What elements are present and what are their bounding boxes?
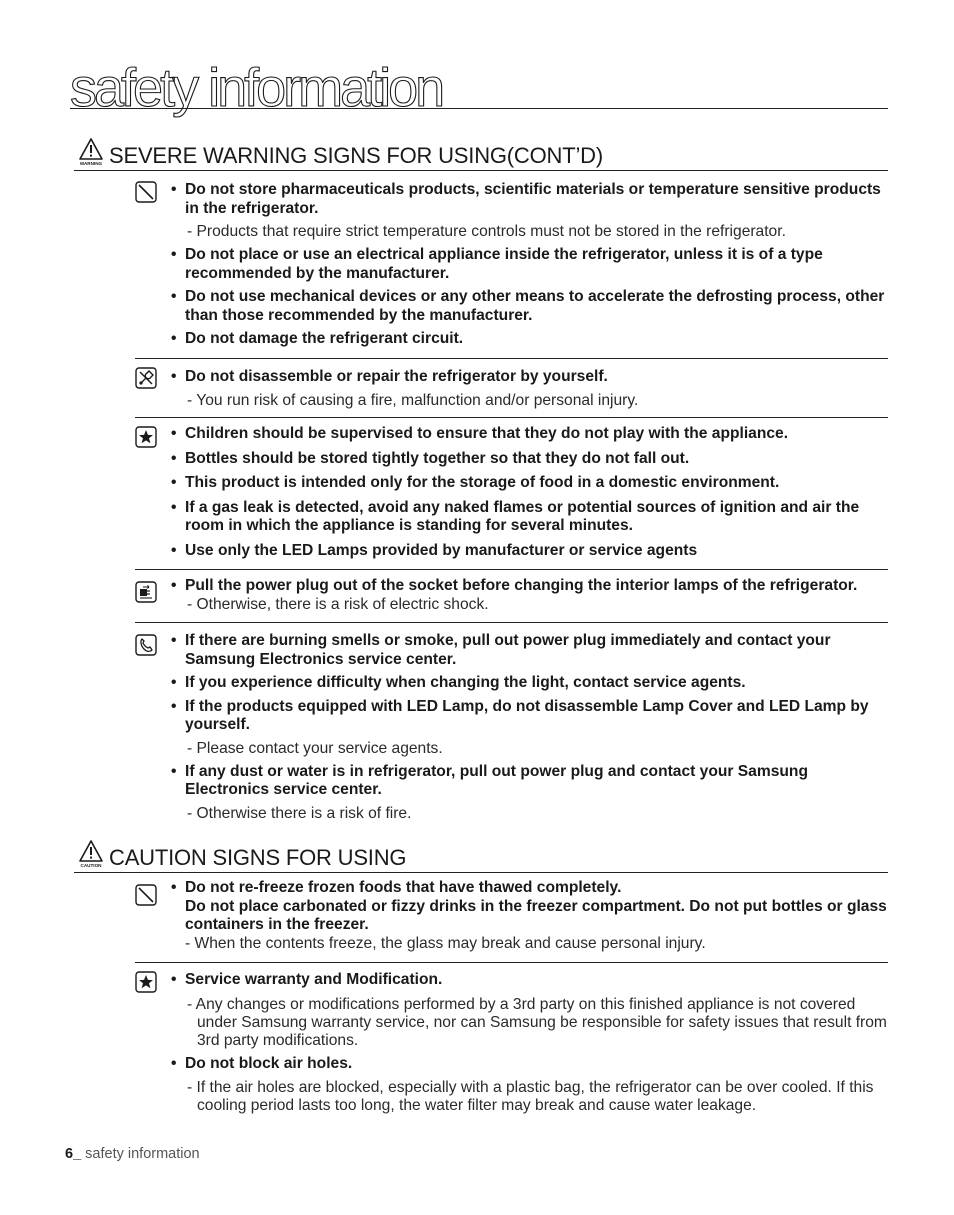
star-note-icon: [135, 426, 157, 448]
list-item: • Do not block air holes.: [171, 1055, 888, 1074]
list-item: • If any dust or water is in refrigerator, pull out power plug and contact your Samsung Electronics service center.: [171, 763, 888, 800]
list-item: • If you experience difficulty when changing the light, contact service agents.: [171, 674, 888, 693]
list-item-note: - When the contents freeze, the glass may break and cause personal injury.: [185, 934, 706, 952]
warning-section-heading: SEVERE WARNING SIGNS FOR USING(CONT’D): [109, 143, 603, 168]
caution-icon-label: CAUTION: [80, 863, 102, 868]
page-title: safety information: [70, 58, 443, 118]
list-item: • Use only the LED Lamps provided by manufacturer or service agents: [171, 542, 888, 561]
warning-icon-label: WARNING: [79, 161, 103, 166]
list-item-note: - You run risk of causing a fire, malfunction and/or personal injury.: [187, 391, 639, 409]
list-item: • If the products equipped with LED Lamp, do not disassemble Lamp Cover and LED Lamp by yourself.: [171, 698, 888, 735]
list-item-note: - If the air holes are blocked, especially with a plastic bag, the refrigerator can be over cooled. If this cooling period lasts too long, the water filter may break and cause water leakage.: [187, 1079, 874, 1114]
warning-block-unplug: [135, 569, 888, 622]
list-item: • Do not disassemble or repair the refrigerator by yourself.: [171, 368, 888, 387]
page-footer: [65, 1146, 200, 1162]
list-item: • Bottles should be stored tightly together so that they do not fall out.: [171, 450, 888, 469]
caution-section-header: [74, 838, 888, 873]
prohibited-icon: [135, 181, 157, 203]
list-item: • If there are burning smells or smoke, pull out power plug immediately and contact your Samsung Electronics service center.: [171, 632, 888, 669]
list-item: • Do not place or use an electrical appliance inside the refrigerator, unless it is of a type recommended by the manufacturer.: [171, 246, 888, 283]
caution-triangle-icon: [74, 838, 108, 872]
list-item: • Do not damage the refrigerant circuit.: [171, 330, 888, 349]
list-item-note: - Any changes or modifications performed by a 3rd party on this finished appliance is not covered under Samsung warranty service, nor can Samsung be responsible for safety issues that result from 3rd party modifications.: [187, 995, 887, 1049]
list-item-note: - Products that require strict temperature controls must not be stored in the refrigerator.: [187, 223, 786, 240]
list-item-note: - Please contact your service agents.: [187, 739, 443, 757]
list-item: • This product is intended only for the storage of food in a domestic environment.: [171, 474, 888, 493]
star-note-icon: [135, 971, 157, 993]
warning-block-disassembly: [135, 358, 888, 417]
footer-label: safety information: [81, 1146, 200, 1162]
list-item-continuation: Do not place carbonated or fizzy drinks in the freezer compartment. Do not put bottles or glass containers in the freezer.: [185, 897, 887, 933]
phone-contact-icon: [135, 634, 157, 656]
prohibited-icon: [135, 884, 157, 906]
caution-block-prohibited: [135, 877, 888, 961]
list-item: • Do not re-freeze frozen foods that have thawed completely.: [171, 879, 888, 898]
caution-block-notes: [135, 962, 888, 1123]
list-item-note: - Otherwise, there is a risk of electric shock.: [187, 595, 489, 613]
list-item: • Do not store pharmaceuticals products, scientific materials or temperature sensitive products in the refrigerator.: [171, 181, 888, 218]
list-item: • Pull the power plug out of the socket before changing the interior lamps of the refrigerator.: [171, 577, 888, 596]
warning-block-prohibited: [135, 178, 888, 356]
list-item-note: - Otherwise there is a risk of fire.: [187, 804, 412, 822]
warning-block-notes: [135, 417, 888, 568]
no-disassembly-icon: [135, 367, 157, 389]
page-number: 6_: [65, 1146, 82, 1162]
title-divider: [70, 108, 888, 109]
list-item: • Do not use mechanical devices or any other means to accelerate the defrosting process, other than those recommended by the manufacturer.: [171, 288, 888, 325]
warning-block-contact: [135, 622, 888, 823]
warning-triangle-icon: [74, 136, 108, 170]
list-item: • Children should be supervised to ensure that they do not play with the appliance.: [171, 425, 888, 444]
warning-section-header: [74, 136, 888, 171]
list-item: • If a gas leak is detected, avoid any naked flames or potential sources of ignition and air the room in which the appliance is standing for several minutes.: [171, 499, 888, 536]
unplug-icon: [135, 581, 157, 603]
caution-section-heading: CAUTION SIGNS FOR USING: [109, 845, 407, 870]
list-item: • Service warranty and Modification.: [171, 971, 888, 990]
